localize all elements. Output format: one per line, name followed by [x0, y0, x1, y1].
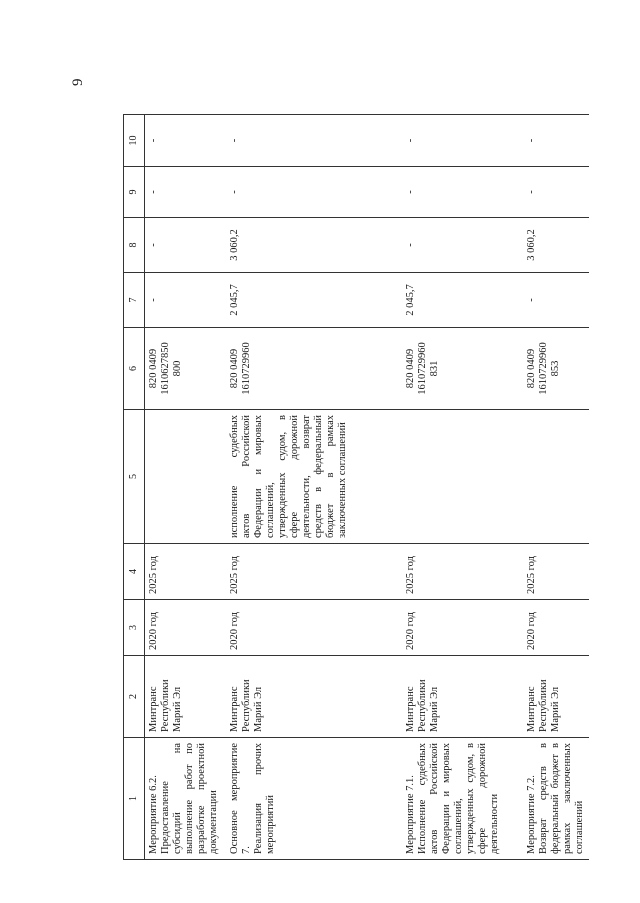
cell-activity: Мероприятие 6.2. Предоставление субсидий на выполнение работ по разработке проектной документации [145, 738, 227, 860]
cell-value-10: - [226, 115, 402, 167]
cell-executor: Минтранс Республики Марий Эл [145, 656, 227, 738]
cell-value-7: - [523, 273, 589, 328]
cell-end-year: 2025 год [523, 544, 589, 600]
cell-budget-code: 820 0409 1610729960 [226, 328, 402, 410]
cell-start-year: 2020 год [145, 600, 227, 656]
column-header-6: 6 [124, 328, 145, 410]
cell-value-9: - [523, 167, 589, 218]
cell-value-10: - [145, 115, 227, 167]
table-row [402, 115, 523, 860]
column-header-4: 4 [124, 544, 145, 600]
table-row [226, 115, 402, 860]
column-header-2: 2 [124, 656, 145, 738]
cell-value-8: - [402, 218, 523, 273]
cell-direction [523, 410, 589, 544]
cell-activity: Основное мероприятие 7. Реализация прочих мероприятий [226, 738, 402, 860]
cell-value-9: - [226, 167, 402, 218]
column-header-5: 5 [124, 410, 145, 544]
table-row [523, 115, 589, 860]
cell-start-year: 2020 год [226, 600, 402, 656]
cell-value-9: - [145, 167, 227, 218]
cell-direction [402, 410, 523, 544]
cell-start-year: 2020 год [402, 600, 523, 656]
cell-value-7: - [145, 273, 227, 328]
cell-value-8: - [145, 218, 227, 273]
column-header-8: 8 [124, 218, 145, 273]
cell-activity: Мероприятие 7.1. Исполнение судебных актов Российской Федерации и мировых соглашений, утвержденных судом, в сфере дорожной деятельности [402, 738, 523, 860]
cell-value-9: - [402, 167, 523, 218]
cell-budget-code: 820 0409 1610627850 800 [145, 328, 227, 410]
cell-executor: Минтранс Республики Марий Эл [523, 656, 589, 738]
column-header-10: 10 [124, 115, 145, 167]
header-row [124, 115, 145, 860]
cell-value-8: 3 060,2 [226, 218, 402, 273]
cell-end-year: 2025 год [226, 544, 402, 600]
cell-direction [145, 410, 227, 544]
cell-executor: Минтранс Республики Марий Эл [226, 656, 402, 738]
cell-activity: Мероприятие 7.2. Возврат средств в федеральный бюджет в рамках заключенных соглашений [523, 738, 589, 860]
page-number: 9 [70, 78, 86, 86]
column-header-3: 3 [124, 600, 145, 656]
column-header-7: 7 [124, 273, 145, 328]
cell-value-10: - [523, 115, 589, 167]
cell-end-year: 2025 год [402, 544, 523, 600]
cell-start-year: 2020 год [523, 600, 589, 656]
cell-value-7: 2 045,7 [226, 273, 402, 328]
cell-budget-code: 820 0409 1610729960 853 [523, 328, 589, 410]
column-header-9: 9 [124, 167, 145, 218]
cell-end-year: 2025 год [145, 544, 227, 600]
table-row [145, 115, 227, 860]
cell-executor: Минтранс Республики Марий Эл [402, 656, 523, 738]
cell-value-8: 3 060,2 [523, 218, 589, 273]
cell-direction: исполнение судебных актов Российской Федерации и мировых соглашений, утвержденных судом, в сфере дорожной деятельности, возврат средств в федеральный бюджет в рамках заключенных соглашений [226, 410, 402, 544]
budget-table [123, 114, 589, 860]
column-header-1: 1 [124, 738, 145, 860]
cell-value-7: 2 045,7 [402, 273, 523, 328]
cell-budget-code: 820 0409 1610729960 831 [402, 328, 523, 410]
cell-value-10: - [402, 115, 523, 167]
